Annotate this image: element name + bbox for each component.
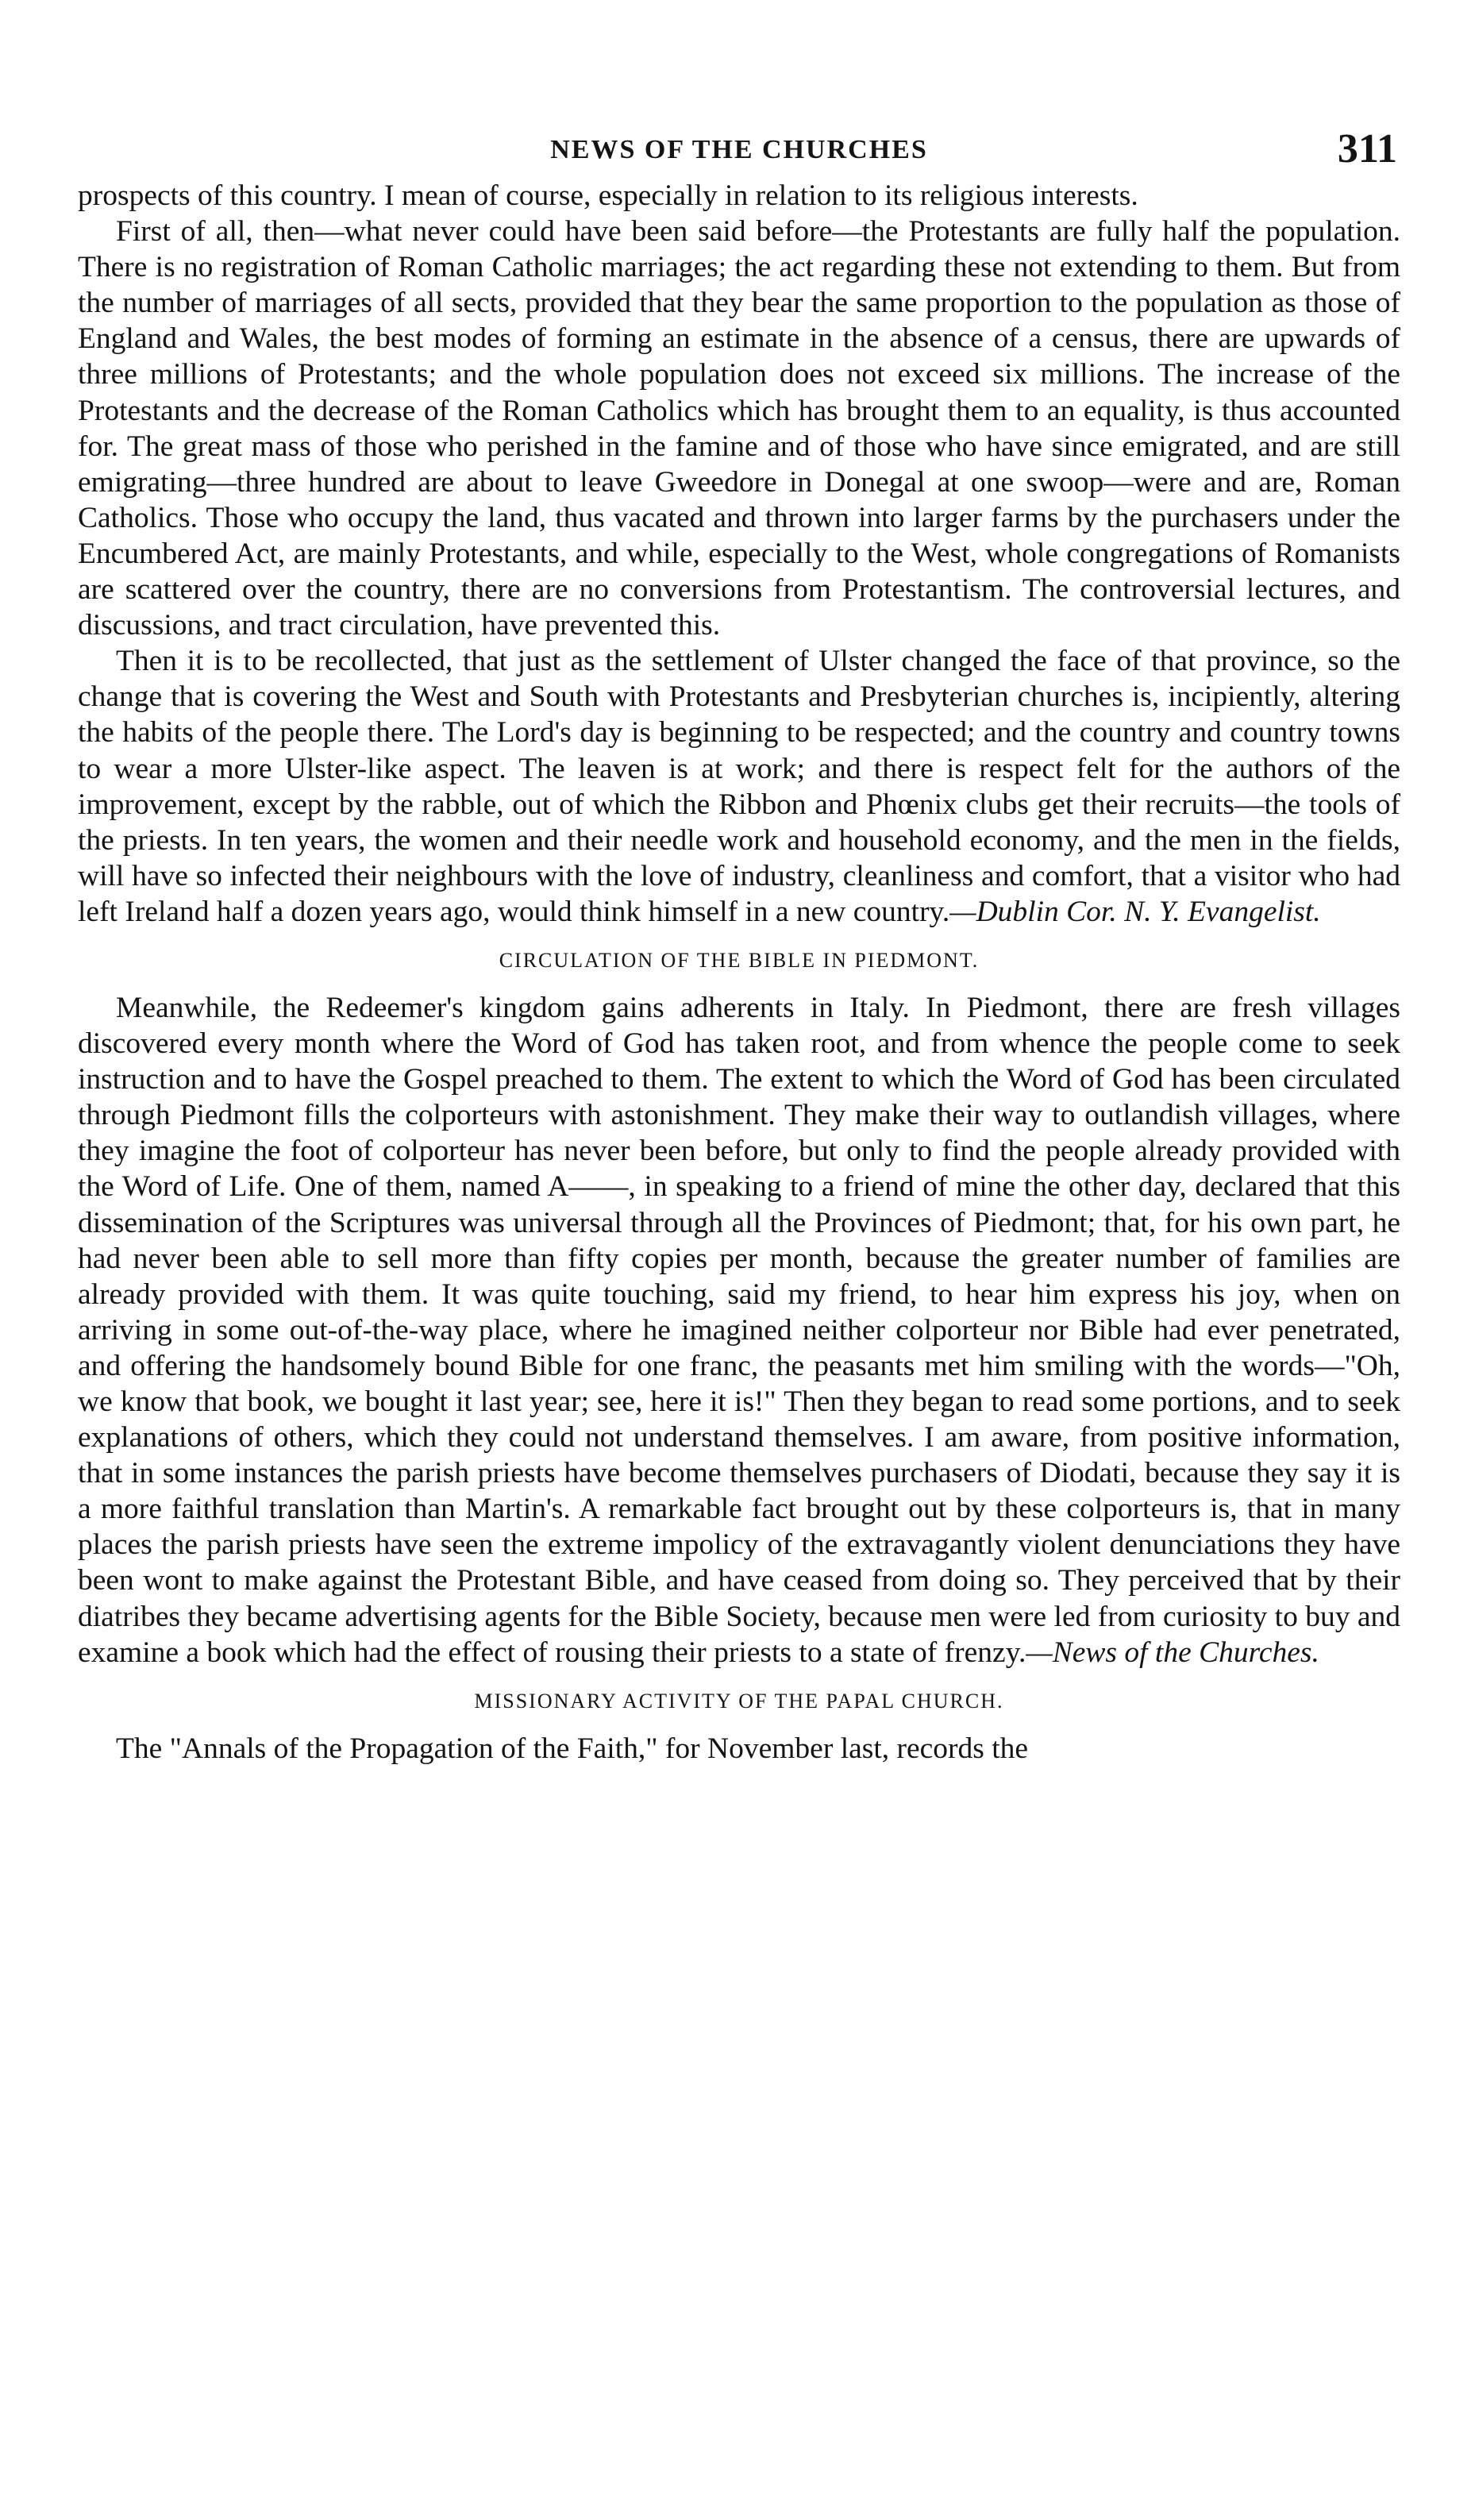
article-body [78, 178, 1400, 1767]
paragraph-piedmont [78, 990, 1400, 1670]
page-number: 311 [1337, 126, 1397, 171]
running-head [78, 119, 1400, 178]
paragraph-piedmont-text: Meanwhile, the Redeemer's kingdom gains adherents in Italy. In Piedmont, there are fresh villages discovered every month where the Word of God has taken root, and from whence the people come to seek instruction and to have the Gospel preached to them. The extent to which the Word of God has been circulated through Piedmont fills the colporteurs with astonishment. They make their way to outlandish villages, where they imagine the foot of colporteur has never been before, but only to find the people already provided with the Word of Life. One of them, named A——, in speaking to a friend of mine the other day, declared that this dissemination of the Scriptures was universal through all the Provinces of Piedmont; that, for his own part, he had never been able to sell more than fifty copies per month, because the greater number of families are already provided with them. It was quite touching, said my friend, to hear him express his joy, when on arriving in some out-of-the-way place, where he imagined neither colporteur nor Bible had ever penetrated, and offering the handsomely bound Bible for one franc, the peasants met him smiling with the words—"Oh, we know that book, we bought it last year; see, here it is!" Then they began to read some portions, and to seek explanations of others, which they could not understand themselves. I am aware, from positive information, that in some instances the parish priests have become themselves purchasers of Diodati, because they say it is a more faithful translation than Martin's. A remarkable fact brought out by these colporteurs is, that in many places the parish priests have seen the extreme impolicy of the extravagantly violent denunciations they have been wont to make against the Protestant Bible, and have ceased from doing so. They perceived that by their diatribes they became advertising agents for the Bible Society, because men were led from curiosity to buy and examine a book which had the effect of rousing their priests to a state of frenzy. [78, 991, 1400, 1669]
running-title: NEWS OF THE CHURCHES [550, 135, 928, 164]
paragraph-population: First of all, then—what never could have been said before—the Protestants are fully half the population. There is no registration of Roman Catholic marriages; the act regarding these not extending to them. But from the number of marriages of all sects, provided that they bear the same proportion to the population as those of England and Wales, the best modes of forming an estimate in the absence of a census, there are upwards of three millions of Protestants; and the whole population does not exceed six millions. The increase of the Protestants and the decrease of the Roman Catholics which has brought them to an equality, is thus accounted for. The great mass of those who perished in the famine and of those who have since emigrated, and are still emigrating—three hundred are about to leave Gweedore in Donegal at one swoop—were and are, Roman Catholics. Those who occupy the land, thus vacated and thrown into larger farms by the purchasers under the Encumbered Act, are mainly Protestants, and while, especially to the West, whole congregations of Romanists are scattered over the country, there are no conversions from Protestantism. The controversial lectures, and discussions, and tract circulation, have prevented this. [78, 215, 1400, 642]
paragraph-ulster [78, 643, 1400, 930]
section-heading-missionary-activity: MISSIONARY ACTIVITY OF THE PAPAL CHURCH. [474, 1689, 1004, 1713]
paragraph-annals: The "Annals of the Propagation of the Faith," for November last, records the [116, 1732, 1029, 1765]
paragraph-prospects: prospects of this country. I mean of course, especially in relation to its religious interests. [78, 179, 1138, 212]
source-citation: —News of the Churches. [1026, 1636, 1319, 1669]
paragraph-ulster-text: Then it is to be recollected, that just as the settlement of Ulster changed the face of that province, so the change that is covering the West and South with Protestants and Presbyterian churches is, incipiently, altering the habits of the people there. The Lord's day is beginning to be respected; and the country and country towns to wear a more Ulster-like aspect. The leaven is at work; and there is respect felt for the authors of the improvement, except by the rabble, out of which the Ribbon and Phœnix clubs get their recruits—the tools of the priests. In ten years, the women and their needle work and household economy, and the men in the fields, will have so infected their neighbours with the love of industry, cleanliness and comfort, that a visitor who had left Ireland half a dozen years ago, would think himself in a new country. [78, 645, 1400, 928]
document-page [78, 119, 1400, 1767]
section-heading-bible-piedmont: CIRCULATION OF THE BIBLE IN PIEDMONT. [499, 948, 980, 972]
source-citation: —Dublin Cor. N. Y. Evangelist. [949, 895, 1321, 928]
